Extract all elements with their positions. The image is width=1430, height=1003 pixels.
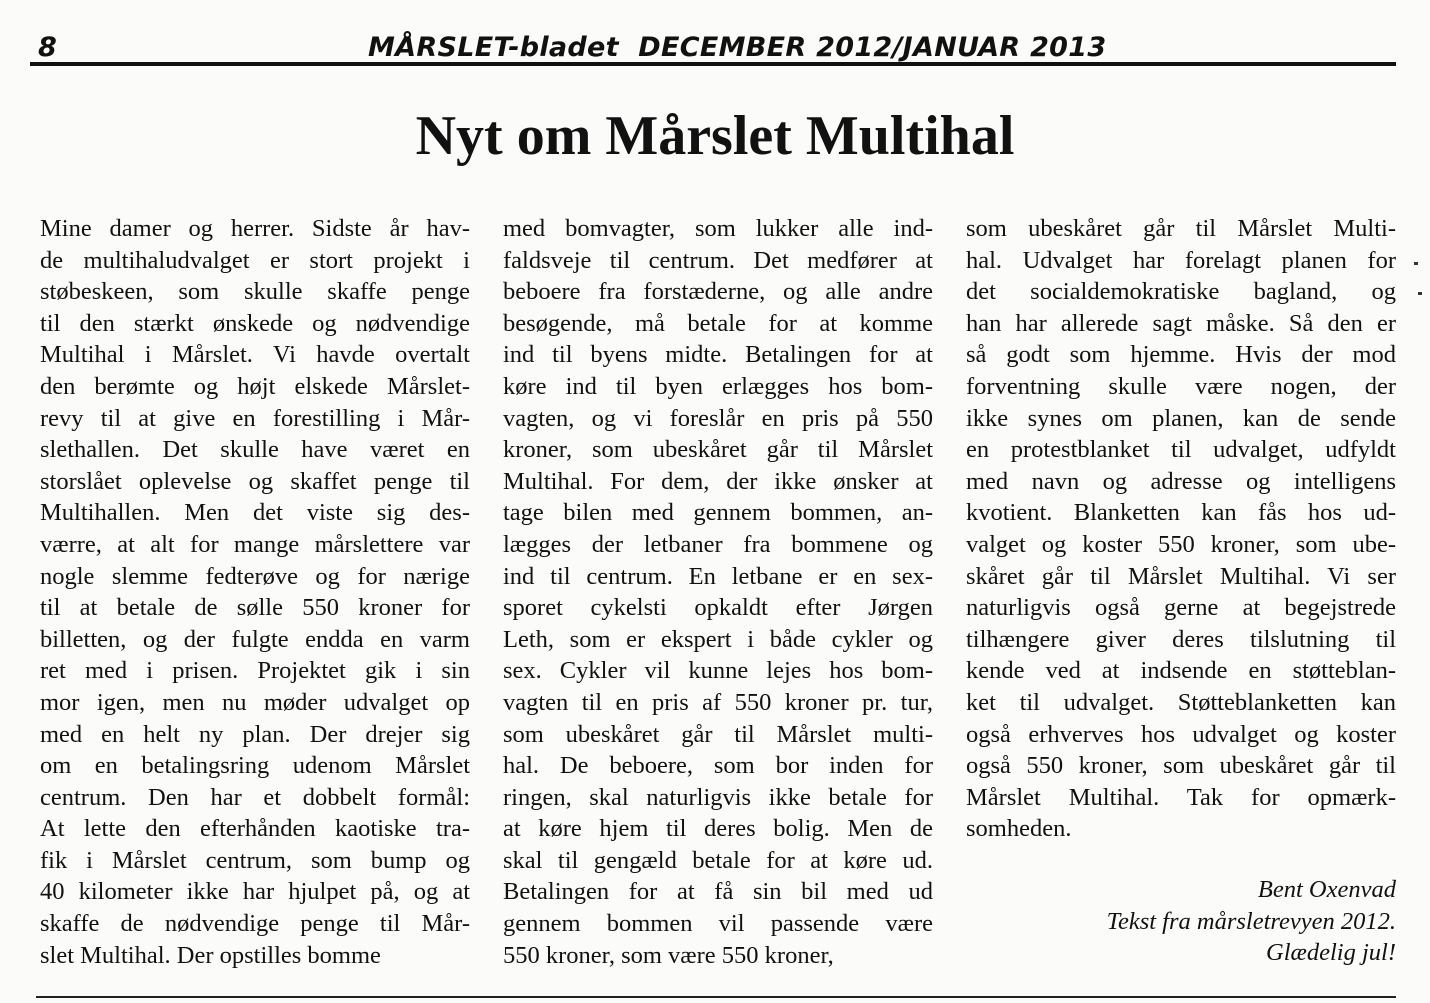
text-line: ikke synes om planen, kan de sende	[966, 404, 1396, 432]
signature-block	[966, 874, 1396, 969]
header-rule	[30, 62, 1396, 66]
text-line: om en betalingsring udenom Mårslet	[40, 752, 470, 780]
text-line: til at betale de sølle 550 kroner for	[40, 594, 470, 622]
text-line: kende ved at indsende en støtteblan-	[966, 657, 1396, 685]
scan-speck	[1418, 292, 1422, 295]
text-line: Multihallen. Men det viste sig des-	[40, 499, 470, 527]
text-line: sex. Cykler vil kunne lejes hos bom-	[503, 657, 933, 685]
text-line: med navn og adresse og intelligens	[966, 467, 1396, 495]
text-line: værre, at alt for mange mårslettere var	[40, 530, 470, 558]
text-line: kvotient. Blanketten kan fås hos ud-	[966, 499, 1396, 527]
text-line: Multihal. For dem, der ikke ønsker at	[503, 467, 933, 495]
text-line: sporet cykelsti opkaldt efter Jørgen	[503, 594, 933, 622]
text-line: ringen, skal naturligvis ikke betale for	[503, 783, 933, 811]
text-line: valget og koster 550 kroner, som ube-	[966, 530, 1396, 558]
text-line: storslået oplevelse og skaffet penge til	[40, 467, 470, 495]
text-line: tage bilen med gennem bommen, an-	[503, 499, 933, 527]
text-line: det socialdemokratiske bagland, og	[966, 278, 1396, 306]
page-number: 8	[38, 32, 57, 63]
text-line: gennem bommen vil passende være	[503, 910, 933, 938]
source-note: Tekst fra mårsletrevyen 2012.	[1106, 907, 1396, 935]
greeting: Glædelig jul!	[1266, 939, 1396, 967]
text-line: slethallen. Det skulle have været en	[40, 436, 470, 464]
text-line: støbeskeen, som skulle skaffe penge	[40, 278, 470, 306]
text-line: lægges der letbaner fra bommene og	[503, 530, 933, 558]
text-line: Betalingen for at få sin bil med ud	[503, 878, 933, 906]
text-line: hal. De beboere, som bor inden for	[503, 752, 933, 780]
text-line: hal. Udvalget har forelagt planen for	[966, 246, 1396, 274]
text-line: beboere fra forstæderne, og alle andre	[503, 278, 933, 306]
text-line: billetten, og der fulgte endda en varm	[40, 625, 470, 653]
text-line: ind til byens midte. Betalingen for at	[503, 341, 933, 369]
text-line: den berømte og højt elskede Mårslet-	[40, 372, 470, 400]
text-line: fik i Mårslet centrum, som bump og	[40, 846, 470, 874]
author-name: Bent Oxenvad	[1257, 876, 1396, 903]
text-line: 550 kroner, som være 550 kroner,	[503, 941, 834, 969]
text-line: centrum. Den har et dobbelt formål:	[40, 783, 470, 811]
text-line: med bomvagter, som lukker alle ind-	[503, 215, 933, 242]
text-line: som ubeskåret går til Mårslet Multi-	[966, 215, 1396, 242]
text-line: ket til udvalget. Støtteblanketten kan	[966, 688, 1396, 716]
text-line: tilhængere giver deres tilslutning til	[966, 625, 1396, 653]
text-line: til den stærkt ønskede og nødvendige	[40, 309, 470, 337]
text-line: han har allerede sagt måske. Så den er	[966, 309, 1396, 337]
article-column-1	[40, 213, 470, 971]
text-line: somheden.	[966, 815, 1072, 843]
text-line: Leth, som er ekspert i både cykler og	[503, 625, 933, 653]
text-line: revy til at give en forestilling i Mår-	[40, 404, 470, 432]
text-line: som ubeskåret går til Mårslet multi-	[503, 720, 933, 748]
text-line: Mine damer og herrer. Sidste år hav-	[40, 215, 470, 242]
text-line: skal til gengæld betale for at køre ud.	[503, 846, 933, 874]
text-line: med en helt ny plan. Der drejer sig	[40, 720, 470, 748]
text-line: At lette den efterhånden kaotiske tra-	[40, 815, 470, 843]
text-line: skaffe de nødvendige penge til Mår-	[40, 910, 470, 938]
text-line: mor igen, men nu møder udvalget op	[40, 688, 470, 716]
text-line: vagten til en pris af 550 kroner pr. tur,	[503, 688, 933, 716]
text-line: vagten, og vi foreslår en pris på 550	[503, 404, 933, 432]
text-line: en protestblanket til udvalget, udfyldt	[966, 436, 1396, 464]
text-line: faldsveje til centrum. Det medfører at	[503, 246, 933, 274]
text-line: så godt som hjemme. Hvis der mod	[966, 341, 1396, 369]
text-line: at køre hjem til deres bolig. Men de	[503, 815, 933, 843]
text-line: også erhverves hos udvalget og koster	[966, 720, 1396, 748]
footer-rule	[36, 996, 1396, 998]
scan-speck	[1414, 262, 1418, 265]
text-line: besøgende, må betale for at komme	[503, 309, 933, 337]
text-line: også 550 kroner, som ubeskåret går til	[966, 752, 1396, 780]
text-line: køre ind til byen erlægges hos bom-	[503, 372, 933, 400]
text-line: skåret går til Mårslet Multihal. Vi ser	[966, 562, 1396, 590]
text-line: de multihaludvalget er stort projekt i	[40, 246, 470, 274]
running-title: MÅRSLET-bladet DECEMBER 2012/JANUAR 2013	[368, 32, 1107, 63]
article-column-3	[966, 213, 1396, 845]
text-line: ret med i prisen. Projektet gik i sin	[40, 657, 470, 685]
text-line: forventning skulle være nogen, der	[966, 372, 1396, 400]
text-line: slet Multihal. Der opstilles bomme	[40, 941, 381, 969]
text-line: naturligvis også gerne at begejstrede	[966, 594, 1396, 622]
text-line: 40 kilometer ikke har hjulpet på, og at	[40, 878, 470, 906]
article-title: Nyt om Mårslet Multihal	[415, 105, 1015, 167]
text-line: Mårslet Multihal. Tak for opmærk-	[966, 783, 1396, 811]
text-line: Multihal i Mårslet. Vi havde overtalt	[40, 341, 470, 369]
text-line: kroner, som ubeskåret går til Mårslet	[503, 436, 933, 464]
text-line: nogle slemme fedterøve og for nærige	[40, 562, 470, 590]
article-column-2	[503, 213, 933, 971]
text-line: ind til centrum. En letbane er en sex-	[503, 562, 933, 590]
